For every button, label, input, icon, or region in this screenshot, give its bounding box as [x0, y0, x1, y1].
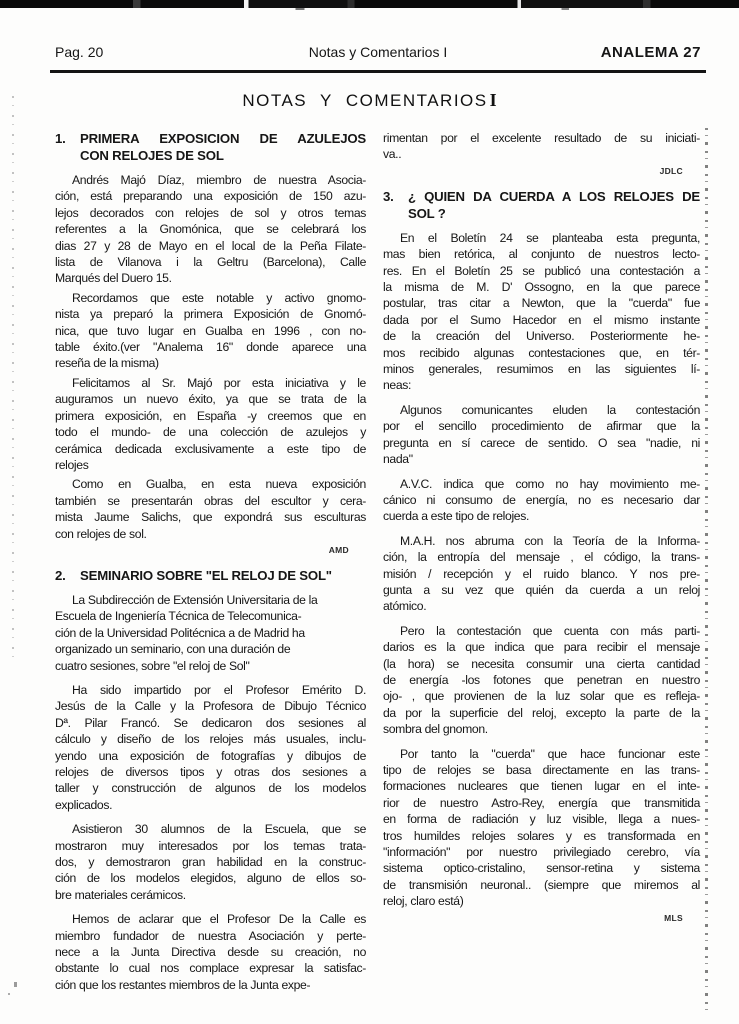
text-line: table éxito.(ver "Analema 16" donde aparece una	[55, 340, 366, 355]
text-line: rior de nuestro Astro-Rey, energía que transmitida	[383, 795, 700, 810]
paragraph	[55, 375, 366, 473]
heading-line: ¿ QUIEN DA CUERDA A LOS RELOJES DE	[408, 188, 700, 204]
text-line: reloj, claro está)	[383, 894, 464, 909]
heading-line: SOL ?	[408, 205, 446, 221]
text-line: Marqués del Duero 15.	[55, 271, 172, 286]
text-line: mos recibido algunas contestaciones que, en tér-	[383, 345, 700, 360]
paragraph	[55, 592, 366, 674]
text-line: de transmisión neuronal.. (siempre que miremos al	[383, 877, 700, 892]
text-line: nista ya preparó la primera Exposición de Gnomó-	[55, 307, 366, 322]
text-line: taller y construcción de algunos de los modelos	[55, 781, 366, 796]
text-line: ción, está preparando una exposición de 150 azu-	[55, 189, 366, 204]
text-line: Como en Gualba, en esta nueva exposición	[72, 477, 366, 492]
text-line: mista Jaume Salichs, que expondrá sus esculturas	[55, 510, 366, 525]
scan-noise-left	[12, 96, 14, 666]
right-column	[383, 130, 700, 996]
paragraph	[55, 476, 366, 542]
text-line: de la creación del Universo. Posteriormente he-	[383, 329, 700, 344]
text-line: en forma de radiación y luz visible, llega a nues-	[383, 812, 700, 827]
paragraph	[383, 130, 700, 163]
paragraph	[383, 402, 700, 468]
text-line: Algunos comunicantes eluden la contestación	[400, 402, 700, 417]
text-line: mas bien retórica, al conjunto de nuestros lecto-	[383, 247, 700, 262]
page-number: Pag. 20	[55, 44, 104, 60]
text-line: Felicitamos al Sr. Majó por esta iniciativa y le	[72, 375, 366, 390]
text-line: pregunta en sí carece de sentido. O sea "nadie, ni	[383, 435, 700, 450]
page-title-roman-numeral: I	[489, 90, 497, 110]
page-title-text: NOTAS Y COMENTARIOS	[242, 91, 488, 110]
text-line: minos generales, resumimos en las siguientes lí-	[383, 362, 700, 377]
text-line: ción que los restantes miembros de la Junta expe-	[55, 977, 311, 992]
text-line: Ha sido impartido por el Profesor Emérito D.	[72, 682, 366, 697]
text-line: formaciones nucleares que tienen lugar en el inte-	[383, 779, 700, 794]
text-line: cuerda a este tipo de relojes.	[383, 509, 530, 524]
author-initials: MLS	[664, 912, 683, 923]
text-line: ción de los modelos elegidos, alguno de ellos so-	[55, 871, 366, 886]
text-line: Recordamos que este notable y activo gnomo-	[72, 290, 366, 305]
text-line: primera exposición, en España -y creemos que en	[55, 408, 366, 423]
paragraph	[383, 623, 700, 738]
text-line: organizado un seminario, con una duración de	[55, 642, 291, 657]
text-line: auguramos un nuevo éxito, ya que se trata de la	[55, 392, 366, 407]
running-title: Notas y Comentarios I	[308, 44, 448, 60]
header-rule	[50, 70, 706, 73]
text-line: relojes	[55, 457, 89, 472]
paragraph	[383, 533, 700, 615]
text-line: también se presentarán obras del escultor y cera-	[55, 493, 366, 508]
text-line: sistema optico-cristalino, sensor-retina y sistema	[383, 861, 700, 876]
text-line: ción de la Universidad Politécnica a de Madrid ha	[55, 625, 305, 640]
heading-text	[408, 188, 700, 222]
text-line: todo el mundo- de una colección de azulejos y	[55, 425, 366, 440]
text-line: cuatro sesiones, sobre "el reloj de Sol"	[55, 658, 250, 673]
text-line: miembro fundador de nuestra Asociación y perte-	[55, 928, 366, 943]
heading-line: SEMINARIO SOBRE "EL RELOJ DE SOL"	[80, 567, 332, 583]
section-number: 3.	[383, 188, 394, 204]
scan-speck	[14, 982, 17, 987]
text-line: Dª. Pilar Francó. Se dedicaron dos sesiones al	[55, 715, 366, 730]
text-line: referentes a la Gnomónica, que se celebrará los	[55, 222, 366, 237]
text-line: neas:	[383, 378, 412, 393]
section-heading	[383, 188, 700, 222]
text-line: nada"	[383, 452, 413, 467]
text-line: tros humildes relojes solares y es transformada en	[383, 828, 700, 843]
text-line: Jesús de la Calle y la Profesora de Dibujo Técnico	[55, 699, 366, 714]
paragraph	[383, 230, 700, 394]
text-line: relojes de diversos tipos y otras dos sesiones a	[55, 765, 366, 779]
text-line: da por la superficie del reloj, excepto la parte de la	[383, 705, 700, 720]
paragraph	[55, 682, 366, 813]
text-line: obstante lo cual nos complace expresar la satisfac-	[55, 961, 366, 976]
author-initials: AMD	[328, 544, 349, 555]
text-line: lista de Vilanova i la Geltru (Barcelona), Calle	[55, 255, 366, 270]
section-heading	[55, 130, 366, 164]
text-line: Hemos de aclarar que el Profesor De la Calle es	[72, 912, 366, 927]
text-line: ción, la entropía del mensaje , el código, la trans-	[383, 550, 700, 565]
text-line: "información" por nuestro privilegiado cerebro, vía	[383, 845, 700, 860]
section-number: 2.	[55, 567, 66, 583]
paragraph	[55, 821, 366, 903]
page-title	[0, 90, 739, 111]
scan-edge-top	[0, 0, 739, 8]
text-line: Andrés Majó Díaz, miembro de nuestra Asocia-	[72, 173, 366, 187]
section-heading	[55, 567, 366, 584]
text-line: atómico.	[383, 599, 427, 614]
heading-line: PRIMERA EXPOSICION DE AZULEJOS	[80, 131, 366, 146]
scan-speck	[8, 993, 10, 995]
article-body	[0, 130, 739, 996]
text-line: nica, que tuvo lugar en Gualba en 1996 , con no-	[55, 323, 366, 338]
text-line: bre materiales cerámicos.	[55, 887, 186, 902]
text-line: nece a la Junta Directiva desde su creación, no	[55, 945, 366, 960]
text-line: lejos decorados con relojes de sol y otros temas	[55, 205, 366, 220]
text-line: res. En el Boletín 25 se publicó una contestación a	[383, 263, 700, 278]
text-line: M.A.H. nos abruma con la Teoría de la Informa-	[400, 533, 700, 548]
text-line: cánico ni consumo de energía, no es necesario dar	[383, 492, 700, 507]
text-line: cálculo y diseño de los relojes más usuales, inclu-	[55, 732, 366, 747]
text-line: tipo de relojes se basa directamente en las trans-	[383, 763, 700, 777]
left-column	[55, 130, 366, 996]
text-line: dias 27 y 28 de Mayo en el local de la Peña Filate-	[55, 238, 366, 253]
text-line: Asistieron 30 alumnos de la Escuela, que se	[72, 822, 366, 837]
text-line: con relojes de sol.	[55, 526, 147, 541]
text-line: de energía -los fotones que penetran en nuestro	[383, 672, 700, 687]
text-line: gunta a su vez que quién da cuerda a un reloj	[383, 582, 700, 597]
text-line: cerámica dedicada exclusivamente a este tipo de	[55, 441, 366, 456]
text-line: Escuela de Ingeniería Técnica de Telecomunica-	[55, 609, 302, 624]
text-line: misión / recepción y el ruido blanco. Y nos pre-	[383, 566, 700, 581]
text-line: darios es la que indica que para recibir el mensaje	[383, 640, 700, 655]
text-line: por el sencillo procedimiento de afirmar que la	[383, 419, 700, 434]
text-line: La Subdirección de Extensión Universitaria de la	[72, 592, 318, 607]
text-line: postular, tras citar a Newton, que la "cuerda" fue	[383, 296, 700, 311]
paragraph	[383, 476, 700, 525]
scan-noise-right	[705, 128, 708, 1016]
text-line: dos, y demostraron gran habilidad en la construc-	[55, 855, 366, 870]
text-line: la misma de M. D' Ossogno, en la que parece	[383, 280, 700, 295]
text-line: ojo- , que provienen de la luz solar que es refleja-	[383, 689, 700, 704]
text-line: reseña de la misma)	[55, 356, 159, 371]
section-number: 1.	[55, 131, 66, 146]
text-line: (la hora) se necesita consumir una cierta cantidad	[383, 656, 700, 671]
text-line: dada por el Sumo Hacedor en el mismo instante	[383, 312, 700, 327]
heading-line: CON RELOJES DE SOL	[80, 148, 224, 163]
text-line: Por tanto la "cuerda" que hace funcionar este	[400, 746, 700, 761]
text-line: A.V.C. indica que como no hay movimiento me-	[400, 476, 700, 491]
text-line: Pero la contestación que cuenta con más parti-	[400, 623, 700, 638]
paragraph	[55, 911, 366, 993]
text-line: yendo una exposición de fotografías y dibujos de	[55, 748, 366, 763]
text-line: rimentan por el excelente resultado de su iniciati-	[383, 131, 700, 145]
text-line: explicados.	[55, 797, 113, 812]
publication-name: ANALEMA 27	[600, 44, 701, 61]
text-line: va..	[383, 147, 402, 162]
text-line: En el Boletín 24 se planteaba esta pregunta,	[400, 230, 700, 245]
heading-text	[80, 130, 366, 164]
text-line: sombra del gnomon.	[383, 722, 488, 737]
text-line: mostraron muy interesados por los temas trata-	[55, 838, 366, 853]
heading-text	[80, 567, 366, 584]
paragraph	[55, 290, 366, 372]
paragraph	[55, 172, 366, 287]
paragraph	[383, 746, 700, 910]
author-initials: JDLC	[659, 165, 683, 176]
